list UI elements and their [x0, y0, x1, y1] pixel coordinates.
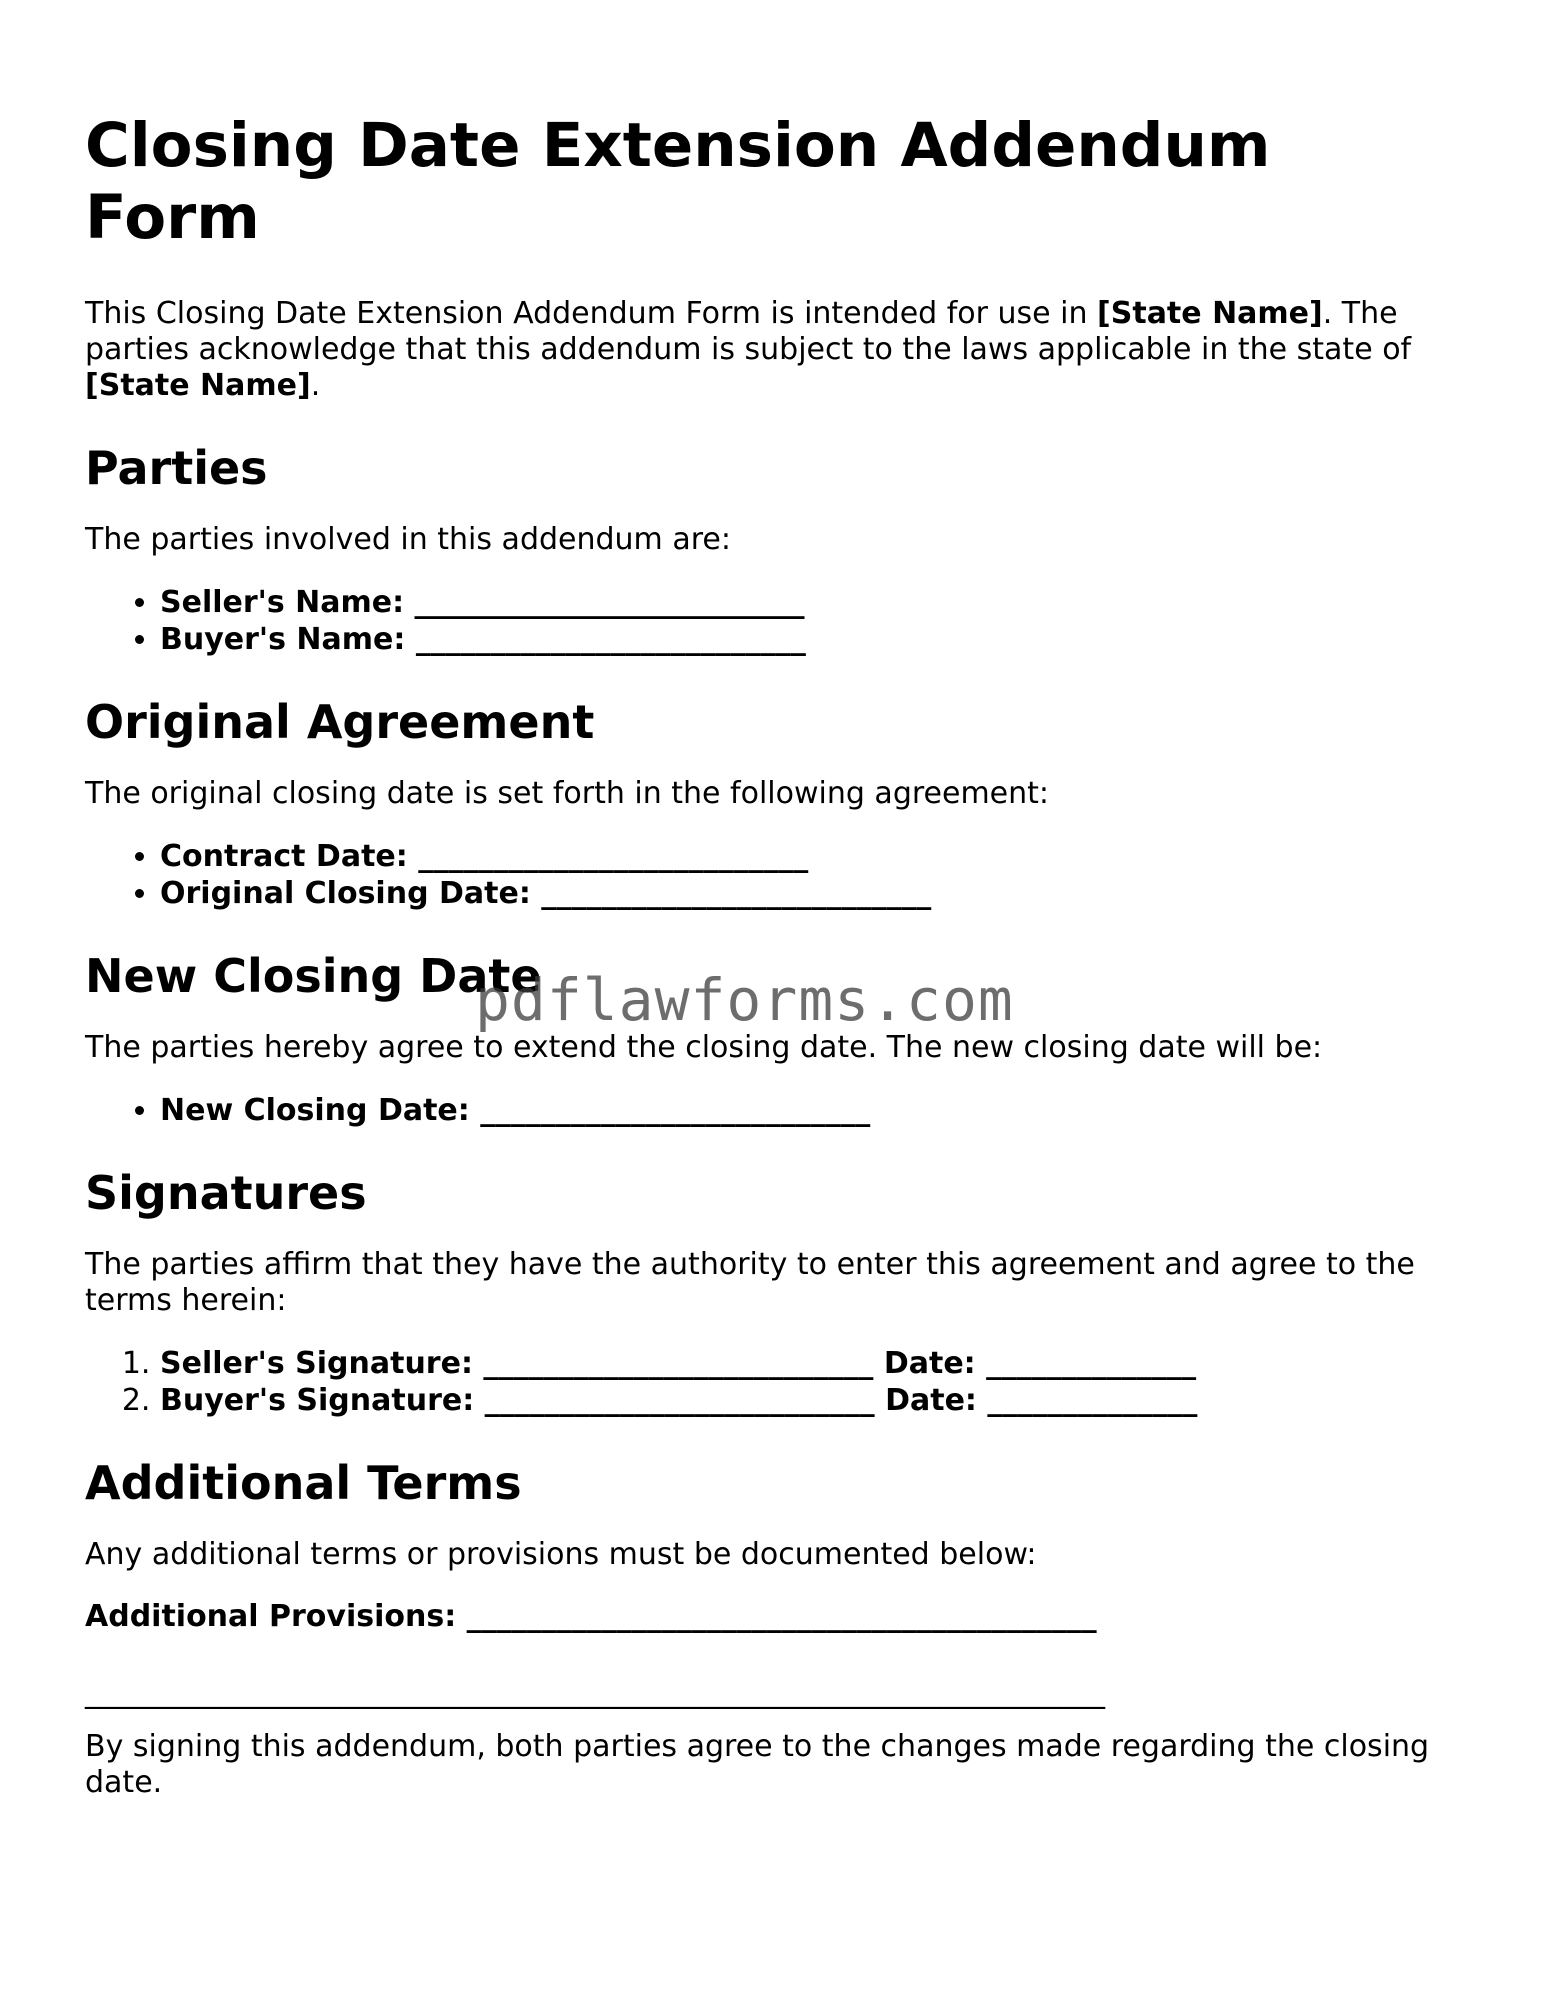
additional-terms-lead: Any additional terms or provisions must be documented below: — [85, 1537, 1037, 1572]
parties-lead: The parties involved in this addendum are: — [85, 522, 731, 557]
seller-name-label: Seller's Name: — [160, 585, 415, 620]
list-item — [160, 621, 1465, 658]
original-closing-date-field[interactable]: __________________________ — [541, 876, 932, 911]
closing-statement: By signing this addendum, both parties agree to the changes made regarding the closing date. — [85, 1729, 1430, 1800]
contract-date-label: Contract Date: — [160, 839, 419, 874]
buyer-signature-label: Buyer's Signature: — [160, 1383, 485, 1418]
parties-list — [85, 584, 1465, 658]
list-item — [160, 584, 1465, 621]
page-title: Closing Date Extension Addendum Form — [85, 110, 1271, 253]
additional-provisions-label: Additional Provisions: — [85, 1599, 467, 1634]
list-item — [160, 875, 1465, 912]
additional-provisions-row — [85, 1599, 1465, 1635]
new-closing-date-lead: The parties hereby agree to extend the closing date. The new closing date will be: — [85, 1030, 1323, 1065]
signatures-heading: Signatures — [85, 1166, 367, 1220]
list-item — [160, 1345, 1465, 1382]
parties-heading: Parties — [85, 441, 268, 495]
new-closing-date-list — [85, 1092, 1465, 1129]
document-page — [85, 100, 1465, 1801]
intro-state-name-1: [State Name] — [1097, 296, 1323, 331]
intro-state-name-2: [State Name] — [85, 368, 311, 403]
seller-signature-field[interactable]: __________________________ — [483, 1346, 874, 1381]
buyer-date-field[interactable]: ______________ — [987, 1383, 1198, 1418]
original-agreement-heading: Original Agreement — [85, 695, 595, 749]
new-closing-date-field[interactable]: __________________________ — [480, 1093, 871, 1128]
additional-provisions-field[interactable]: __________________________________________ — [466, 1599, 1097, 1634]
new-closing-date-heading: New Closing Date — [85, 949, 542, 1003]
seller-date-label: Date: — [873, 1346, 987, 1381]
watermark-text: pdflawforms.com — [475, 966, 1014, 1034]
signatures-lead: The parties affirm that they have the authority to enter this agreement and agree to the terms herein: — [85, 1247, 1415, 1318]
additional-provisions-extra-line[interactable]: ____________________________________________________________________ — [85, 1675, 1105, 1710]
original-agreement-lead: The original closing date is set forth in the following agreement: — [85, 776, 1050, 811]
original-closing-date-label: Original Closing Date: — [160, 876, 542, 911]
signatures-section — [85, 1165, 1465, 1419]
new-closing-date-label: New Closing Date: — [160, 1093, 481, 1128]
original-agreement-list — [85, 838, 1465, 912]
intro-paragraph — [85, 296, 1465, 404]
additional-terms-section — [85, 1455, 1465, 1801]
buyer-name-field[interactable]: __________________________ — [415, 622, 806, 657]
buyer-name-label: Buyer's Name: — [160, 622, 416, 657]
original-agreement-section — [85, 694, 1465, 912]
intro-text-2: . The parties acknowledge that this addendum is subject to the laws applicable in the state of — [85, 296, 1412, 367]
seller-date-field[interactable]: ______________ — [986, 1346, 1197, 1381]
seller-name-field[interactable]: __________________________ — [414, 585, 805, 620]
intro-text-3: . — [310, 368, 321, 403]
parties-section — [85, 440, 1465, 658]
contract-date-field[interactable]: __________________________ — [418, 839, 809, 874]
list-item — [160, 838, 1465, 875]
seller-signature-label: Seller's Signature: — [160, 1346, 484, 1381]
buyer-signature-field[interactable]: __________________________ — [484, 1383, 875, 1418]
buyer-date-label: Date: — [874, 1383, 988, 1418]
list-item — [160, 1092, 1465, 1129]
list-item — [160, 1382, 1465, 1419]
intro-text-1: This Closing Date Extension Addendum Form is intended for use in — [85, 296, 1098, 331]
additional-terms-heading: Additional Terms — [85, 1456, 522, 1510]
signatures-list — [85, 1345, 1465, 1419]
